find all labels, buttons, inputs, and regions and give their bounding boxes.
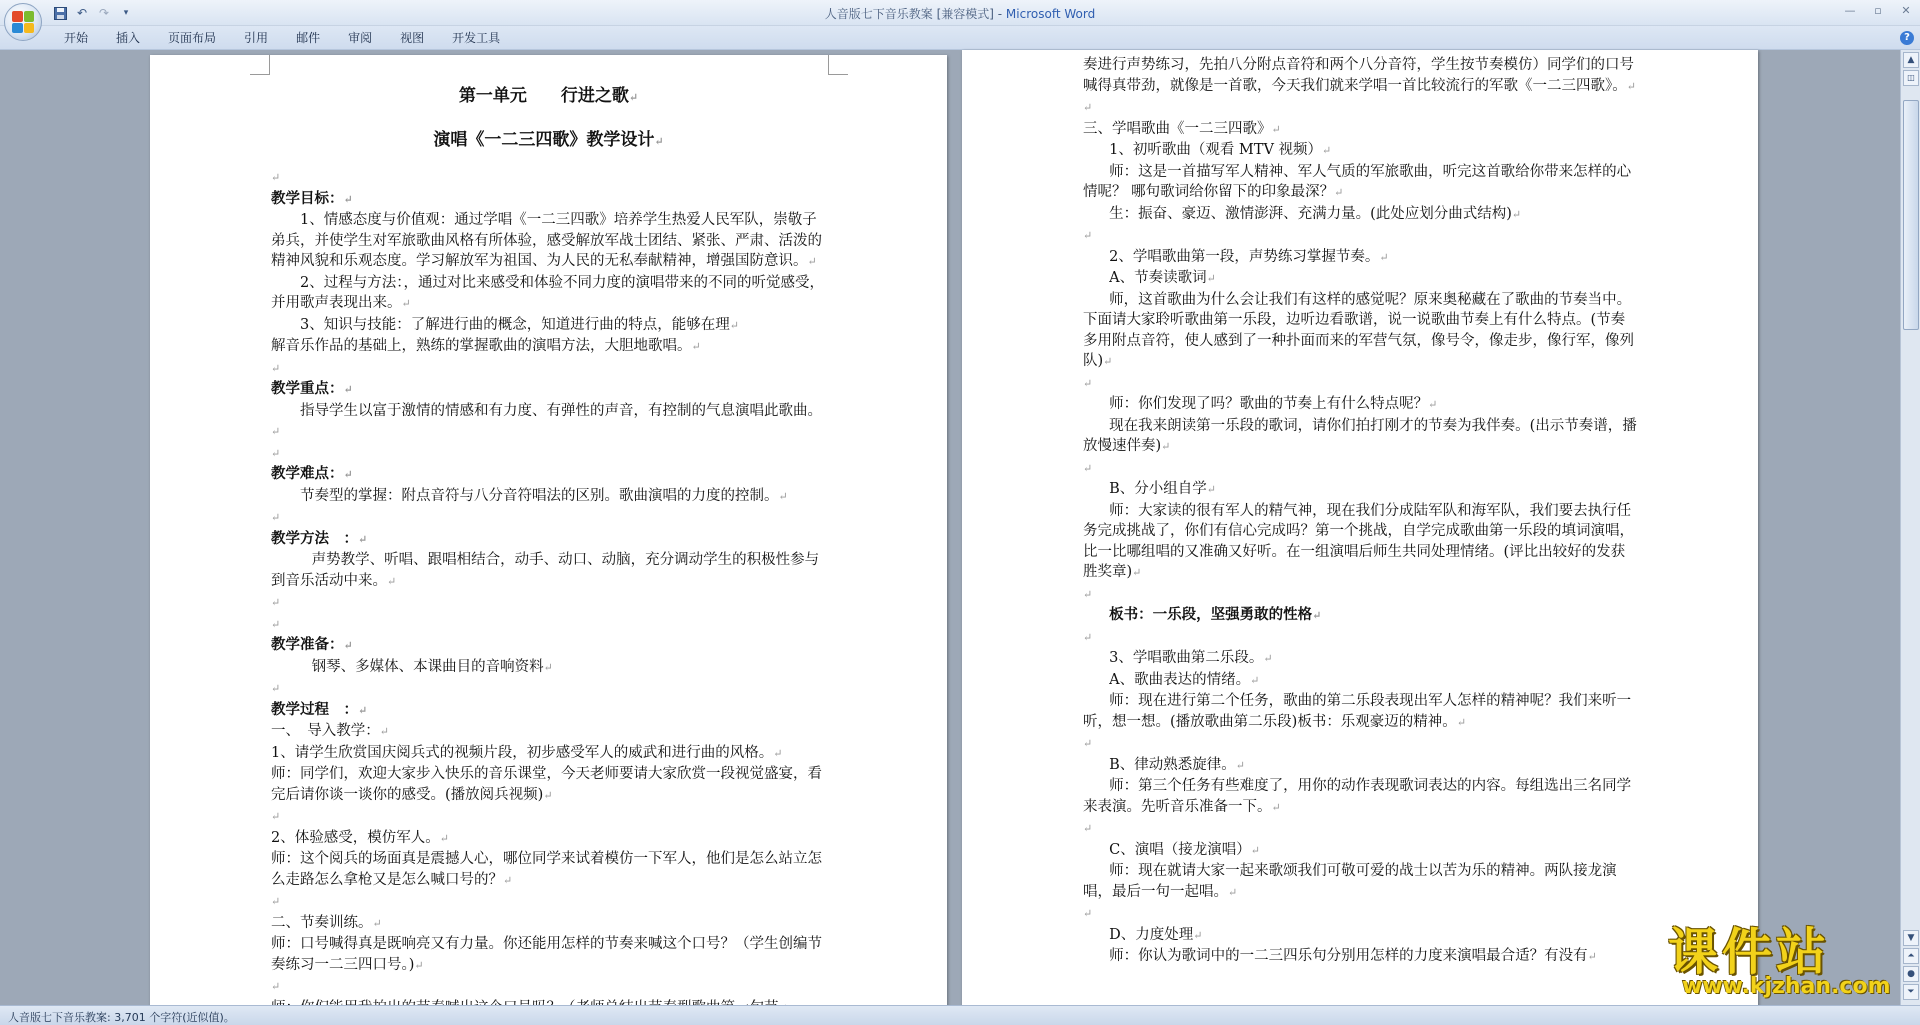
paragraph-mark-icon: ↵ bbox=[271, 682, 281, 695]
paragraph-mark-icon: ↵ bbox=[343, 192, 353, 206]
tab-review[interactable]: 审阅 bbox=[348, 31, 373, 45]
paragraph-text: 师：口号喊得真是既响亮又有力量。你还能用怎样的节奏来喊这个口号？（学生创编节奏练习一二三四口号。) bbox=[271, 936, 822, 973]
paragraph-mark-icon: ↵ bbox=[778, 489, 788, 503]
paragraph-mark-icon: ↵ bbox=[773, 746, 783, 760]
paragraph-text: 现在我来朗读第一乐段的歌词，请你们拍打刚才的节奏为我伴奏。(出示节奏谱，播放慢速伴奏) bbox=[1083, 417, 1637, 454]
undo-icon[interactable]: ↶ bbox=[76, 6, 88, 20]
paragraph[interactable] bbox=[271, 721, 826, 743]
paragraph[interactable] bbox=[271, 529, 826, 551]
paragraph[interactable] bbox=[271, 635, 826, 657]
paragraph[interactable] bbox=[271, 614, 826, 636]
paragraph-text: B、分小组自学 bbox=[1109, 481, 1207, 497]
paragraph-text: 三、学唱歌曲《一二三四歌》 bbox=[1083, 120, 1272, 137]
paragraph-text: A、节奏读歌词 bbox=[1109, 270, 1207, 286]
paragraph-mark-icon: ↵ bbox=[1103, 355, 1113, 368]
paragraph-text: 2、过程与方法：，通过对比来感受和体验不同力度的演唱带来的不同的听觉感受，并用歌声表现出来。 bbox=[271, 274, 824, 311]
paragraph-mark-icon: ↵ bbox=[271, 596, 281, 609]
page-left[interactable] bbox=[150, 55, 947, 1015]
paragraph-text: 生：振奋、豪迈、激情澎湃、充满力量。(此处应划分曲式结构) bbox=[1109, 205, 1512, 222]
paragraph-mark-icon: ↵ bbox=[1083, 737, 1093, 750]
status-bar bbox=[0, 1005, 1920, 1025]
paragraph-mark-icon: ↵ bbox=[271, 810, 281, 823]
paragraph-mark-icon: ↵ bbox=[1083, 461, 1093, 475]
paragraph-mark-icon: ↵ bbox=[1271, 122, 1281, 136]
paragraph-text: 2、学唱歌曲第一段，声势练习掌握节奏。 bbox=[1109, 248, 1380, 265]
paragraph-mark-icon: ↵ bbox=[1083, 101, 1093, 114]
paragraph[interactable] bbox=[271, 83, 826, 111]
paragraph-mark-icon: ↵ bbox=[1250, 843, 1260, 857]
paragraph-text: 节奏型的掌握：附点音符与八分音符唱法的区别。歌曲演唱的力度的控制。 bbox=[300, 487, 779, 504]
ribbon-tab-bar bbox=[0, 26, 1920, 50]
paragraph-mark-icon: ↵ bbox=[1228, 885, 1238, 899]
paragraph[interactable] bbox=[1083, 584, 1638, 606]
office-button[interactable] bbox=[4, 3, 42, 41]
paragraph[interactable] bbox=[271, 976, 826, 998]
margin-corner-mark bbox=[828, 55, 848, 75]
paragraph-text: 3、知识与技能：了解进行曲的概念，知道进行曲的特点，能够在理 bbox=[300, 316, 730, 333]
paragraph-text: 教学过程 ： bbox=[271, 700, 358, 718]
paragraph[interactable] bbox=[1083, 416, 1638, 458]
paragraph-mark-icon: ↵ bbox=[358, 532, 368, 546]
paragraph-mark-icon: ↵ bbox=[503, 873, 513, 887]
paragraph[interactable] bbox=[1083, 140, 1638, 162]
paragraph-mark-icon: ↵ bbox=[1511, 207, 1522, 221]
paragraph-text: 教学目标： bbox=[271, 189, 344, 207]
paragraph-mark-icon: ↵ bbox=[1456, 715, 1467, 729]
paragraph-mark-icon: ↵ bbox=[1322, 144, 1332, 157]
paragraph[interactable] bbox=[271, 550, 826, 592]
site-watermark bbox=[1668, 924, 1900, 1004]
paragraph[interactable] bbox=[271, 273, 826, 315]
paragraph-text: 师：这是一首描写军人精神、军人气质的军旅歌曲，听完这首歌给你带来怎样的心情呢？ 哪句歌词给你留下的印象最深？ bbox=[1083, 163, 1632, 200]
paragraph-text: 演唱《一二三四歌》教学设计 bbox=[433, 130, 655, 150]
paragraph[interactable] bbox=[271, 828, 826, 850]
paragraph-mark-icon: ↵ bbox=[1132, 566, 1142, 579]
redo-icon[interactable]: ↷ bbox=[98, 6, 110, 20]
paragraph[interactable] bbox=[271, 934, 826, 976]
paragraph[interactable] bbox=[1083, 733, 1638, 755]
paragraph-mark-icon: ↵ bbox=[271, 361, 281, 375]
paragraph-mark-icon: ↵ bbox=[401, 297, 411, 310]
document-area[interactable] bbox=[0, 50, 1900, 1005]
paragraph-text: 师：大家读的很有军人的精气神，现在我们分成陆军队和海军队，我们要去执行任务完成挑战了，你们有信心完成吗？第一个挑战，自学完成歌曲第一乐段的填词演唱，比一比哪组唱的又准确又好听。在一组演唱后师生共同处理情绪。(评比出较好的发获胜奖章) bbox=[1083, 502, 1634, 580]
paragraph-mark-icon: ↵ bbox=[271, 895, 281, 908]
paragraph-mark-icon: ↵ bbox=[271, 511, 281, 524]
paragraph-text: 一、 导入教学： bbox=[271, 723, 380, 739]
paragraph[interactable] bbox=[1083, 776, 1638, 818]
paragraph-mark-icon: ↵ bbox=[729, 318, 739, 332]
paragraph[interactable] bbox=[1083, 225, 1638, 247]
paragraph-text: 师：你们发现了吗？歌曲的节奏上有什么特点呢？ bbox=[1109, 396, 1429, 412]
paragraph[interactable] bbox=[271, 913, 826, 935]
paragraph-text: B、律动熟悉旋律。 bbox=[1109, 756, 1236, 773]
vertical-scrollbar[interactable] bbox=[1900, 50, 1920, 1005]
paragraph-text: 板书：一乐段，坚强勇敢的性格 bbox=[1109, 606, 1313, 623]
paragraph-text: 二、节奏训练。 bbox=[271, 914, 373, 931]
paragraph[interactable] bbox=[1083, 755, 1638, 777]
office-logo-icon bbox=[12, 11, 34, 33]
paragraph[interactable] bbox=[271, 443, 826, 465]
window-title: 人音版七下音乐教案 [兼容模式] - Microsoft Word bbox=[824, 7, 1096, 21]
paragraph[interactable] bbox=[1083, 861, 1638, 903]
paragraph[interactable] bbox=[271, 507, 826, 529]
paragraph-mark-icon: ↵ bbox=[1083, 630, 1093, 644]
paragraph-text: A、歌曲表达的情绪。 bbox=[1109, 671, 1251, 688]
tab-page-layout[interactable]: 页面布局 bbox=[168, 31, 217, 45]
paragraph[interactable] bbox=[271, 189, 826, 211]
paragraph-mark-icon: ↵ bbox=[1083, 229, 1093, 242]
paragraph-text: 解音乐作品的基础上，熟练的掌握歌曲的演唱方法，大胆地歌唱。 bbox=[271, 338, 692, 354]
paragraph[interactable] bbox=[1083, 458, 1638, 480]
paragraph[interactable] bbox=[271, 401, 826, 443]
paragraph[interactable] bbox=[271, 486, 826, 508]
paragraph-mark-icon: ↵ bbox=[654, 135, 664, 148]
paragraph[interactable] bbox=[271, 849, 826, 891]
paragraph-text: 师：同学们，欢迎大家步入快乐的音乐课堂，今天老师要请大家欣赏一段视觉盛宴，看完后请你谈一谈你的感受。(播放阅兵视频) bbox=[271, 766, 822, 803]
page-right-text[interactable] bbox=[1083, 55, 1638, 968]
paragraph-mark-icon: ↵ bbox=[1250, 673, 1260, 687]
paragraph-mark-icon: ↵ bbox=[1379, 250, 1389, 264]
paragraph[interactable] bbox=[271, 167, 826, 189]
paragraph-mark-icon: ↵ bbox=[1312, 609, 1322, 622]
paragraph-mark-icon: ↵ bbox=[271, 171, 281, 184]
paragraph[interactable] bbox=[1083, 394, 1638, 416]
scroll-up-icon[interactable]: ▲ bbox=[1903, 52, 1919, 68]
paragraph-mark-icon: ↵ bbox=[372, 916, 382, 930]
paragraph[interactable] bbox=[1083, 290, 1638, 373]
paragraph-text: 钢琴、多媒体、本课曲目的音响资料 bbox=[311, 658, 544, 675]
paragraph-text: 指导学生以富于激情的情感和有力度、有弹性的声音，有控制的气息演唱此歌曲。 bbox=[300, 402, 822, 419]
paragraph-text: 师：这个阅兵的场面真是震撼人心，哪位同学来试着模仿一下军人，他们是怎么站立怎么走路怎么拿枪又是怎么喊口号的？ bbox=[271, 851, 822, 888]
paragraph[interactable] bbox=[271, 127, 826, 155]
paragraph[interactable] bbox=[1083, 204, 1638, 226]
paragraph-mark-icon: ↵ bbox=[1083, 376, 1093, 390]
paragraph-text: 1、初听歌曲（观看 MTV 视频） bbox=[1109, 142, 1323, 158]
paragraph-mark-icon: ↵ bbox=[1161, 440, 1171, 453]
previous-page-icon[interactable]: ⏶ bbox=[1903, 948, 1919, 964]
maximize-icon[interactable]: ▫ bbox=[1874, 4, 1882, 17]
paragraph-mark-icon: ↵ bbox=[439, 831, 449, 845]
paragraph-mark-icon: ↵ bbox=[1235, 758, 1245, 772]
paragraph[interactable] bbox=[1083, 627, 1638, 649]
paragraph-mark-icon: ↵ bbox=[414, 958, 424, 972]
paragraph-mark-icon: ↵ bbox=[1271, 800, 1281, 814]
paragraph-mark-icon: ↵ bbox=[1193, 928, 1203, 942]
paragraph[interactable] bbox=[1083, 670, 1638, 692]
paragraph[interactable] bbox=[1083, 648, 1638, 670]
paragraph[interactable] bbox=[1083, 247, 1638, 269]
ruler-toggle-icon[interactable]: ◫ bbox=[1903, 70, 1919, 86]
paragraph[interactable] bbox=[1083, 605, 1638, 627]
paragraph[interactable] bbox=[1083, 946, 1638, 968]
close-icon[interactable]: ✕ bbox=[1901, 4, 1911, 17]
title-bar bbox=[0, 0, 1920, 26]
margin-corner-mark bbox=[250, 55, 270, 75]
paragraph-text: 2、体验感受，模仿军人。 bbox=[271, 829, 440, 846]
paragraph-mark-icon: ↵ bbox=[271, 446, 281, 460]
paragraph[interactable] bbox=[271, 806, 826, 828]
paragraph[interactable] bbox=[271, 891, 826, 913]
paragraph-text: 第一单元 行进之歌 bbox=[458, 86, 629, 106]
paragraph[interactable] bbox=[1083, 97, 1638, 119]
watermark-logo-text: 课件站 bbox=[1668, 923, 1830, 981]
paragraph-text: D、力度处理 bbox=[1109, 926, 1194, 943]
word-count-status[interactable]: 人音版七下音乐教案: 3,701 个字符(近似值)。 bbox=[8, 1011, 235, 1024]
paragraph-mark-icon: ↵ bbox=[628, 91, 639, 104]
paragraph-text: 师，这首歌曲为什么会让我们有这样的感觉呢？原来奥秘藏在了歌曲的节奏当中。下面请大家聆听歌曲第一乐段，边听边看歌谱，说一说歌曲节奏上有什么特点。(节奏多用附点音符，使人感到了一种扑面而来的军营气氛，像号令，像走步，像行军，像列队) bbox=[1083, 291, 1634, 369]
paragraph-mark-icon: ↵ bbox=[1626, 79, 1636, 93]
paragraph[interactable] bbox=[1083, 903, 1638, 925]
paragraph-mark-icon: ↵ bbox=[1083, 822, 1093, 835]
paragraph-mark-icon: ↵ bbox=[1587, 950, 1597, 963]
paragraph-text: 师：第三个任务有些难度了，用你的动作表现歌词表达的内容。每组选出三名同学来表演。先听音乐准备一下。 bbox=[1083, 778, 1632, 815]
paragraph-text: 教学重点： bbox=[271, 380, 344, 397]
paragraph[interactable] bbox=[1083, 818, 1638, 840]
tab-developer[interactable]: 开发工具 bbox=[452, 31, 501, 45]
scrollbar-thumb[interactable] bbox=[1903, 100, 1919, 330]
minimize-icon[interactable]: — bbox=[1844, 4, 1856, 17]
page-left-text[interactable] bbox=[271, 83, 826, 1019]
paragraph-mark-icon: ↵ bbox=[1263, 652, 1273, 665]
paragraph-mark-icon: ↵ bbox=[543, 660, 553, 674]
paragraph[interactable] bbox=[1083, 55, 1638, 97]
paragraph-mark-icon: ↵ bbox=[379, 725, 389, 738]
paragraph[interactable] bbox=[271, 464, 826, 486]
paragraph[interactable] bbox=[271, 678, 826, 700]
paragraph[interactable] bbox=[271, 592, 826, 614]
paragraph[interactable] bbox=[271, 379, 826, 401]
paragraph-text: 1、情感态度与价值观：通过学唱《一二三四歌》培养学生热爱人民军队，崇敬子弟兵，并使学生对军旅歌曲风格有所体验，感受解放军战士团结、紧张、严肃、活泼的精神风貌和乐观态度。学习解放军为祖国、为人民的无私奉献精神，增强国防意识。 bbox=[271, 212, 822, 269]
paragraph-text: 师：现在进行第二个任务，歌曲的第二乐段表现出军人怎样的精神呢？我们来听一听，想一想。(播放歌曲第二乐段)板书：乐观豪迈的精神。 bbox=[1083, 693, 1632, 730]
select-browse-object-icon[interactable]: ● bbox=[1903, 966, 1919, 982]
next-page-icon[interactable]: ⏷ bbox=[1903, 984, 1919, 1000]
paragraph[interactable] bbox=[271, 336, 826, 358]
page-right[interactable] bbox=[962, 50, 1758, 1010]
tab-references[interactable]: 引用 bbox=[244, 31, 269, 45]
paragraph-text: 1、请学生欣赏国庆阅兵式的视频片段，初步感受军人的威武和进行曲的风格。 bbox=[271, 744, 774, 761]
paragraph[interactable] bbox=[1083, 479, 1638, 501]
paragraph-text: 教学方法 ： bbox=[271, 529, 358, 547]
paragraph[interactable] bbox=[271, 210, 826, 273]
paragraph[interactable] bbox=[1083, 691, 1638, 733]
paragraph-text: 教学难点： bbox=[271, 465, 344, 482]
paragraph[interactable] bbox=[271, 657, 826, 679]
paragraph-mark-icon: ↵ bbox=[271, 617, 281, 631]
paragraph-text: 师：现在就请大家一起来歌颂我们可敬可爱的战士以苦为乐的精神。两队接龙演唱，最后一句一起唱。 bbox=[1083, 863, 1617, 900]
paragraph-mark-icon: ↵ bbox=[271, 980, 281, 993]
paragraph[interactable] bbox=[1083, 925, 1638, 947]
paragraph-text: 声势教学、听唱、跟唱相结合，动手、动口、动脑，充分调动学生的积极性参与到音乐活动中来。 bbox=[271, 552, 820, 589]
paragraph[interactable] bbox=[271, 700, 826, 722]
paragraph[interactable] bbox=[271, 358, 826, 380]
paragraph-text: 师：你认为歌词中的一二三四乐句分别用怎样的力度来演唱最合适？有没有 bbox=[1109, 948, 1588, 964]
paragraph-mark-icon: ↵ bbox=[387, 574, 397, 588]
paragraph-mark-icon: ↵ bbox=[343, 383, 353, 396]
paragraph-text: C、演唱（接龙演唱） bbox=[1109, 841, 1251, 858]
paragraph[interactable] bbox=[1083, 162, 1638, 204]
tab-mailings[interactable]: 邮件 bbox=[296, 31, 321, 45]
paragraph-mark-icon: ↵ bbox=[1428, 398, 1438, 411]
scroll-down-icon[interactable]: ▼ bbox=[1903, 930, 1919, 946]
paragraph-mark-icon: ↵ bbox=[1206, 483, 1216, 496]
paragraph-mark-icon: ↵ bbox=[343, 468, 353, 481]
paragraph[interactable] bbox=[1083, 840, 1638, 862]
paragraph[interactable] bbox=[271, 764, 826, 806]
paragraph-text: 3、学唱歌曲第二乐段。 bbox=[1109, 650, 1264, 666]
paragraph-mark-icon: ↵ bbox=[343, 639, 353, 652]
paragraph-mark-icon: ↵ bbox=[1083, 587, 1093, 601]
paragraph[interactable] bbox=[1083, 119, 1638, 141]
paragraph-mark-icon: ↵ bbox=[271, 425, 281, 438]
paragraph-mark-icon: ↵ bbox=[807, 255, 817, 268]
paragraph[interactable] bbox=[1083, 268, 1638, 290]
help-icon[interactable]: ? bbox=[1900, 31, 1914, 45]
paragraph[interactable] bbox=[1083, 373, 1638, 395]
tab-home[interactable]: 开始 bbox=[64, 31, 89, 45]
paragraph[interactable] bbox=[271, 743, 826, 765]
paragraph-mark-icon: ↵ bbox=[1083, 907, 1093, 920]
watermark-url: www.kjzhan.com bbox=[1682, 974, 1891, 999]
paragraph-mark-icon: ↵ bbox=[358, 703, 368, 717]
customize-toolbar-icon[interactable]: ▾ bbox=[123, 8, 129, 18]
paragraph[interactable] bbox=[271, 315, 826, 337]
paragraph-mark-icon: ↵ bbox=[543, 788, 553, 802]
tab-view[interactable]: 视图 bbox=[400, 31, 425, 45]
paragraph-text: 教学准备： bbox=[271, 636, 344, 653]
paragraph-mark-icon: ↵ bbox=[691, 340, 701, 353]
paragraph-text: 奏进行声势练习，先拍八分附点音符和两个八分音符，学生按节奏模仿）同学们的口号喊得真带劲，就像是一首歌，今天我们就来学唱一首比较流行的军歌《一二三四歌》。 bbox=[1083, 57, 1634, 94]
paragraph[interactable] bbox=[1083, 501, 1638, 584]
paragraph-mark-icon: ↵ bbox=[1334, 186, 1344, 199]
tab-insert[interactable]: 插入 bbox=[116, 31, 141, 45]
paragraph-mark-icon: ↵ bbox=[1206, 272, 1216, 285]
